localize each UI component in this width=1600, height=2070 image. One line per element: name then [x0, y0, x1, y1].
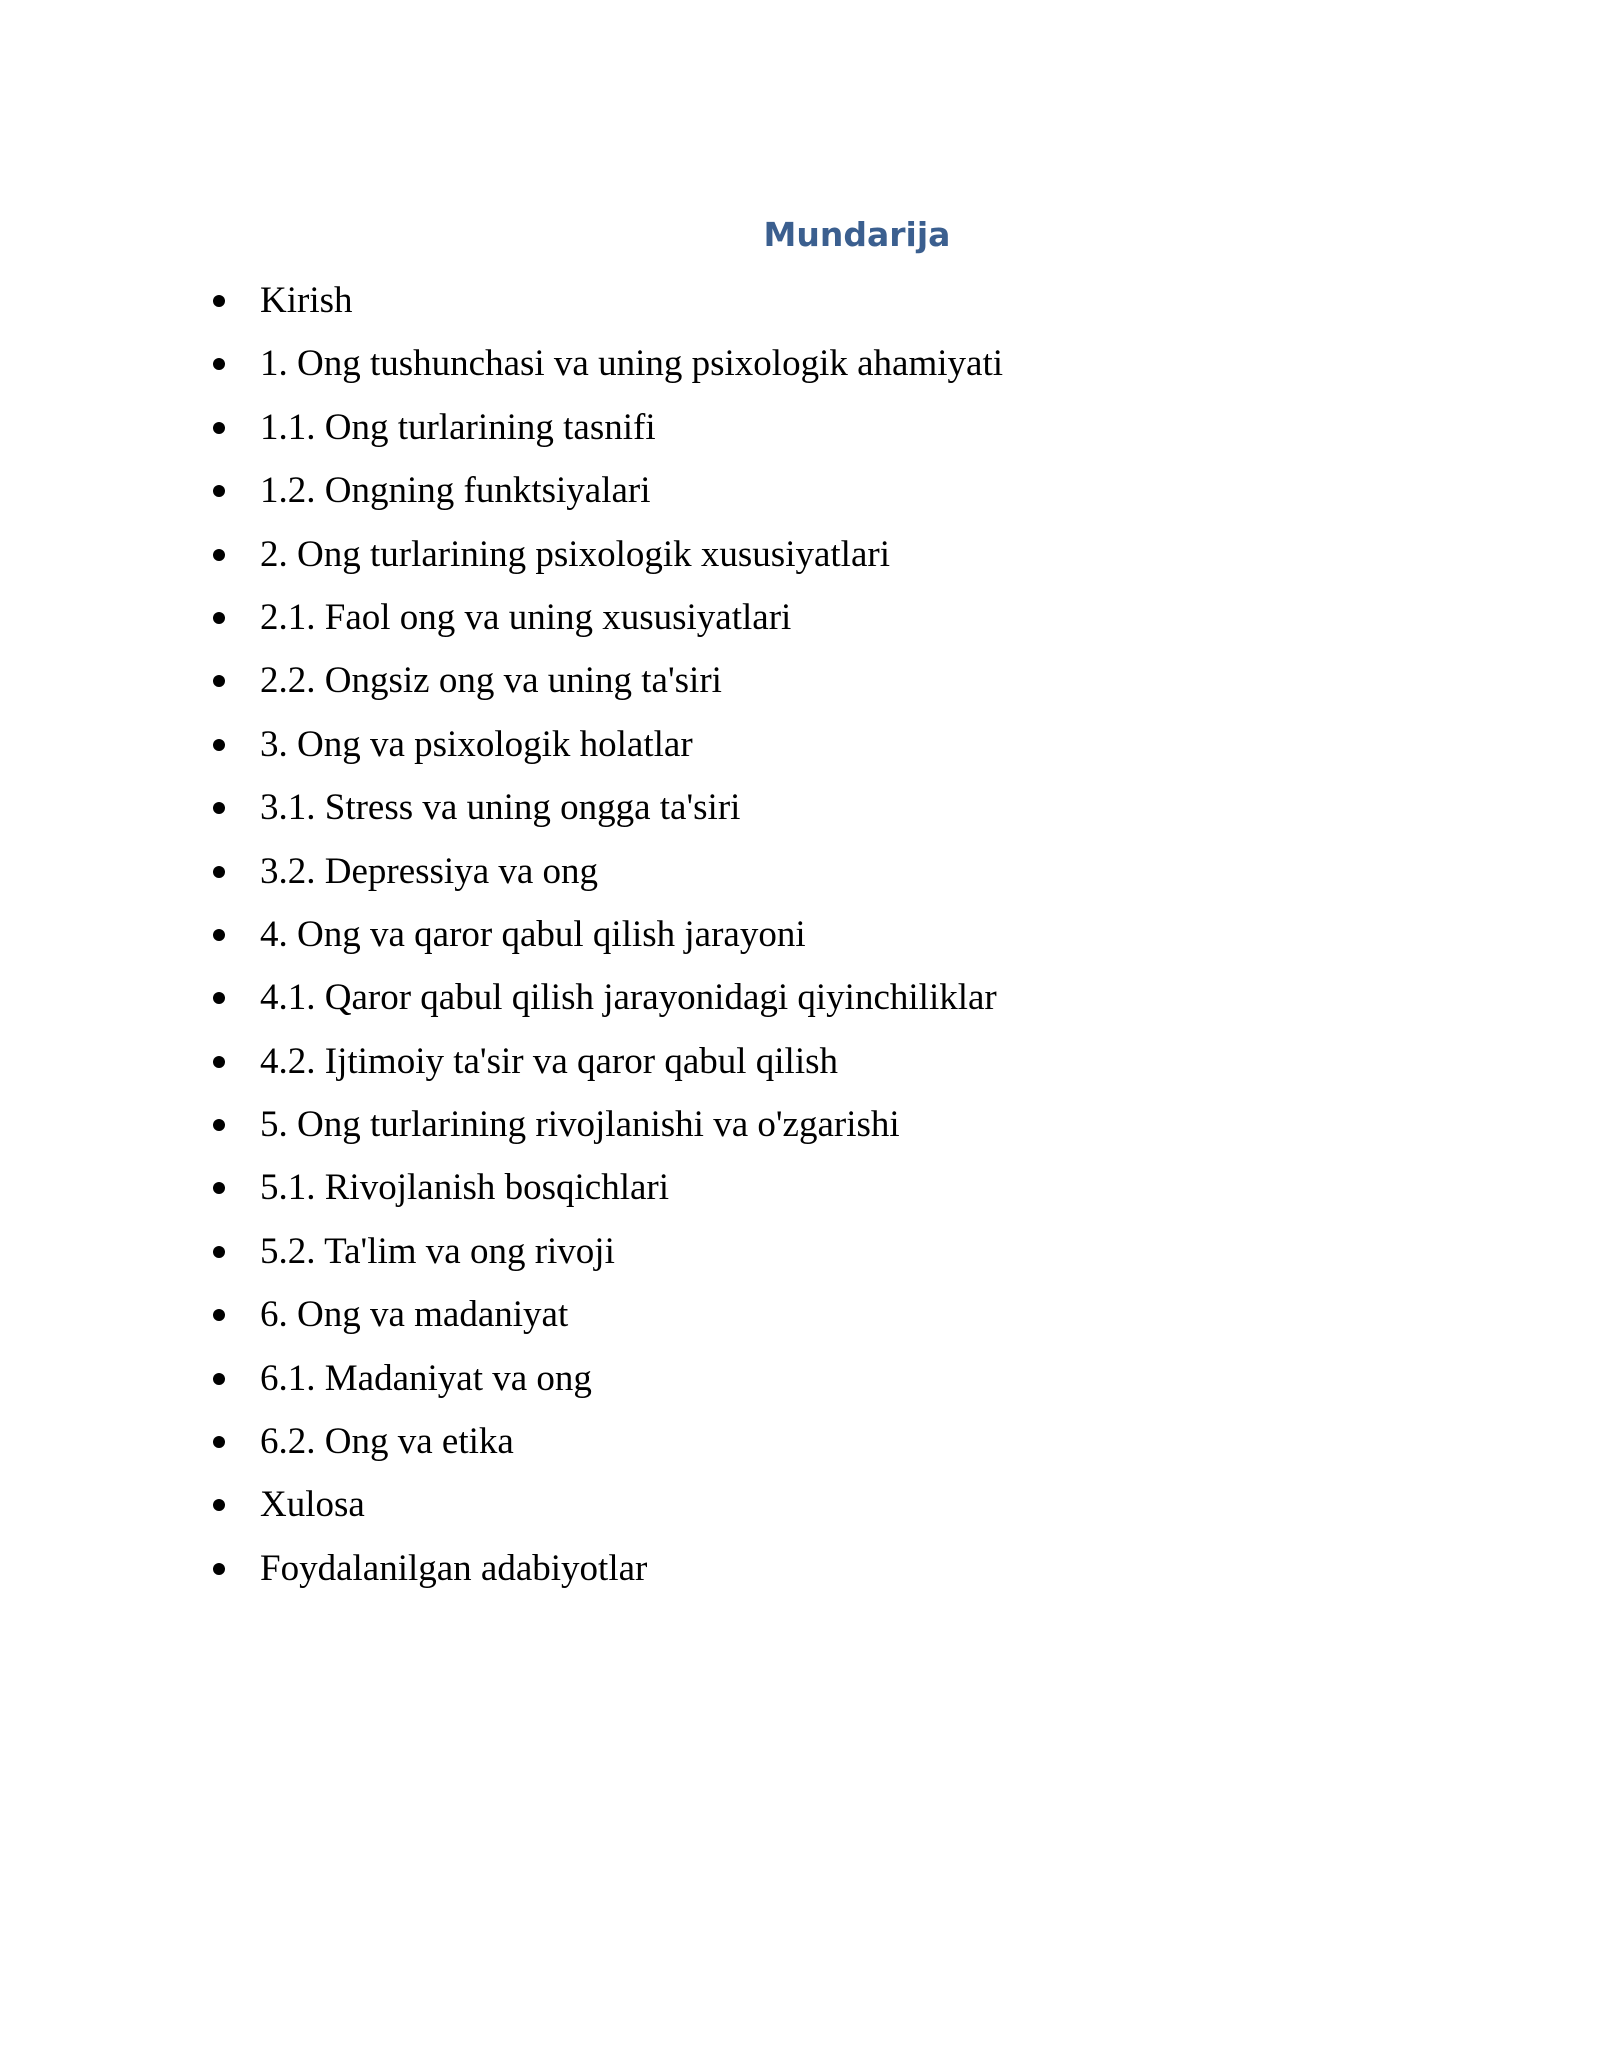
bullet-icon [213, 485, 225, 497]
bullet-icon [213, 1373, 225, 1385]
bullet-icon [213, 1182, 225, 1194]
bullet-icon [213, 1309, 225, 1321]
list-item [210, 847, 1003, 910]
bullet-icon [213, 992, 225, 1004]
bullet-icon [213, 802, 225, 814]
table-of-contents [210, 276, 1003, 1607]
list-item [210, 1290, 1003, 1353]
list-item-text: 2.1. Faol ong va uning xususiyatlari [260, 596, 792, 638]
list-item-text: 1.1. Ong turlarining tasnifi [260, 406, 656, 448]
list-item-text: 1. Ong tushunchasi va uning psixologik ahamiyati [260, 343, 1003, 385]
list-item-text: 5. Ong turlarining rivojlanishi va o'zgarishi [260, 1104, 900, 1146]
bullet-icon [213, 422, 225, 434]
list-item-text: 1.2. Ongning funktsiyalari [260, 470, 651, 512]
list-item [210, 783, 1003, 846]
list-item [210, 1480, 1003, 1543]
list-item [210, 593, 1003, 656]
list-item-text: 5.1. Rivojlanish bosqichlari [260, 1167, 670, 1209]
list-item-text: 6.1. Madaniyat va ong [260, 1357, 592, 1399]
list-item [210, 466, 1003, 529]
bullet-icon [213, 358, 225, 370]
bullet-icon [213, 1246, 225, 1258]
bullet-icon [213, 295, 225, 307]
list-item-text: 3.1. Stress va uning ongga ta'siri [260, 787, 741, 829]
bullet-icon [213, 1436, 225, 1448]
list-item [210, 530, 1003, 593]
bullet-icon [213, 1056, 225, 1068]
list-item-text: Xulosa [260, 1484, 365, 1526]
list-item-text: 5.2. Ta'lim va ong rivoji [260, 1230, 615, 1272]
list-item-text: 6. Ong va madaniyat [260, 1294, 569, 1336]
bullet-icon [213, 929, 225, 941]
list-item-text: 4.2. Ijtimoiy ta'sir va qaror qabul qilish [260, 1040, 839, 1082]
list-item [210, 1544, 1003, 1607]
list-item [210, 656, 1003, 719]
list-item [210, 403, 1003, 466]
list-item-text: 4.1. Qaror qabul qilish jarayonidagi qiyinchiliklar [260, 977, 997, 1019]
list-item [210, 1163, 1003, 1226]
list-item [210, 339, 1003, 402]
bullet-icon [213, 612, 225, 624]
list-item [210, 1227, 1003, 1290]
bullet-icon [213, 675, 225, 687]
bullet-icon [213, 1499, 225, 1511]
list-item-text: Foydalanilgan adabiyotlar [260, 1547, 648, 1589]
list-item-text: 3.2. Depressiya va ong [260, 850, 599, 892]
list-item-text: 2. Ong turlarining psixologik xususiyatlari [260, 533, 890, 575]
bullet-icon [213, 866, 225, 878]
list-item [210, 1100, 1003, 1163]
bullet-icon [213, 739, 225, 751]
list-item-text: 3. Ong va psixologik holatlar [260, 723, 693, 765]
list-item-text: 2.2. Ongsiz ong va uning ta'siri [260, 660, 722, 702]
list-item-text: 6.2. Ong va etika [260, 1421, 514, 1463]
list-item [210, 1354, 1003, 1417]
list-item-text: 4. Ong va qaror qabul qilish jarayoni [260, 913, 806, 955]
toc-title: Mundarija [763, 215, 951, 254]
bullet-icon [213, 1119, 225, 1131]
list-item [210, 973, 1003, 1036]
bullet-icon [213, 1563, 225, 1575]
list-item [210, 1037, 1003, 1100]
list-item [210, 276, 1003, 339]
list-item [210, 720, 1003, 783]
bullet-icon [213, 549, 225, 561]
list-item-text: Kirish [260, 280, 353, 321]
list-item [210, 910, 1003, 973]
list-item [210, 1417, 1003, 1480]
